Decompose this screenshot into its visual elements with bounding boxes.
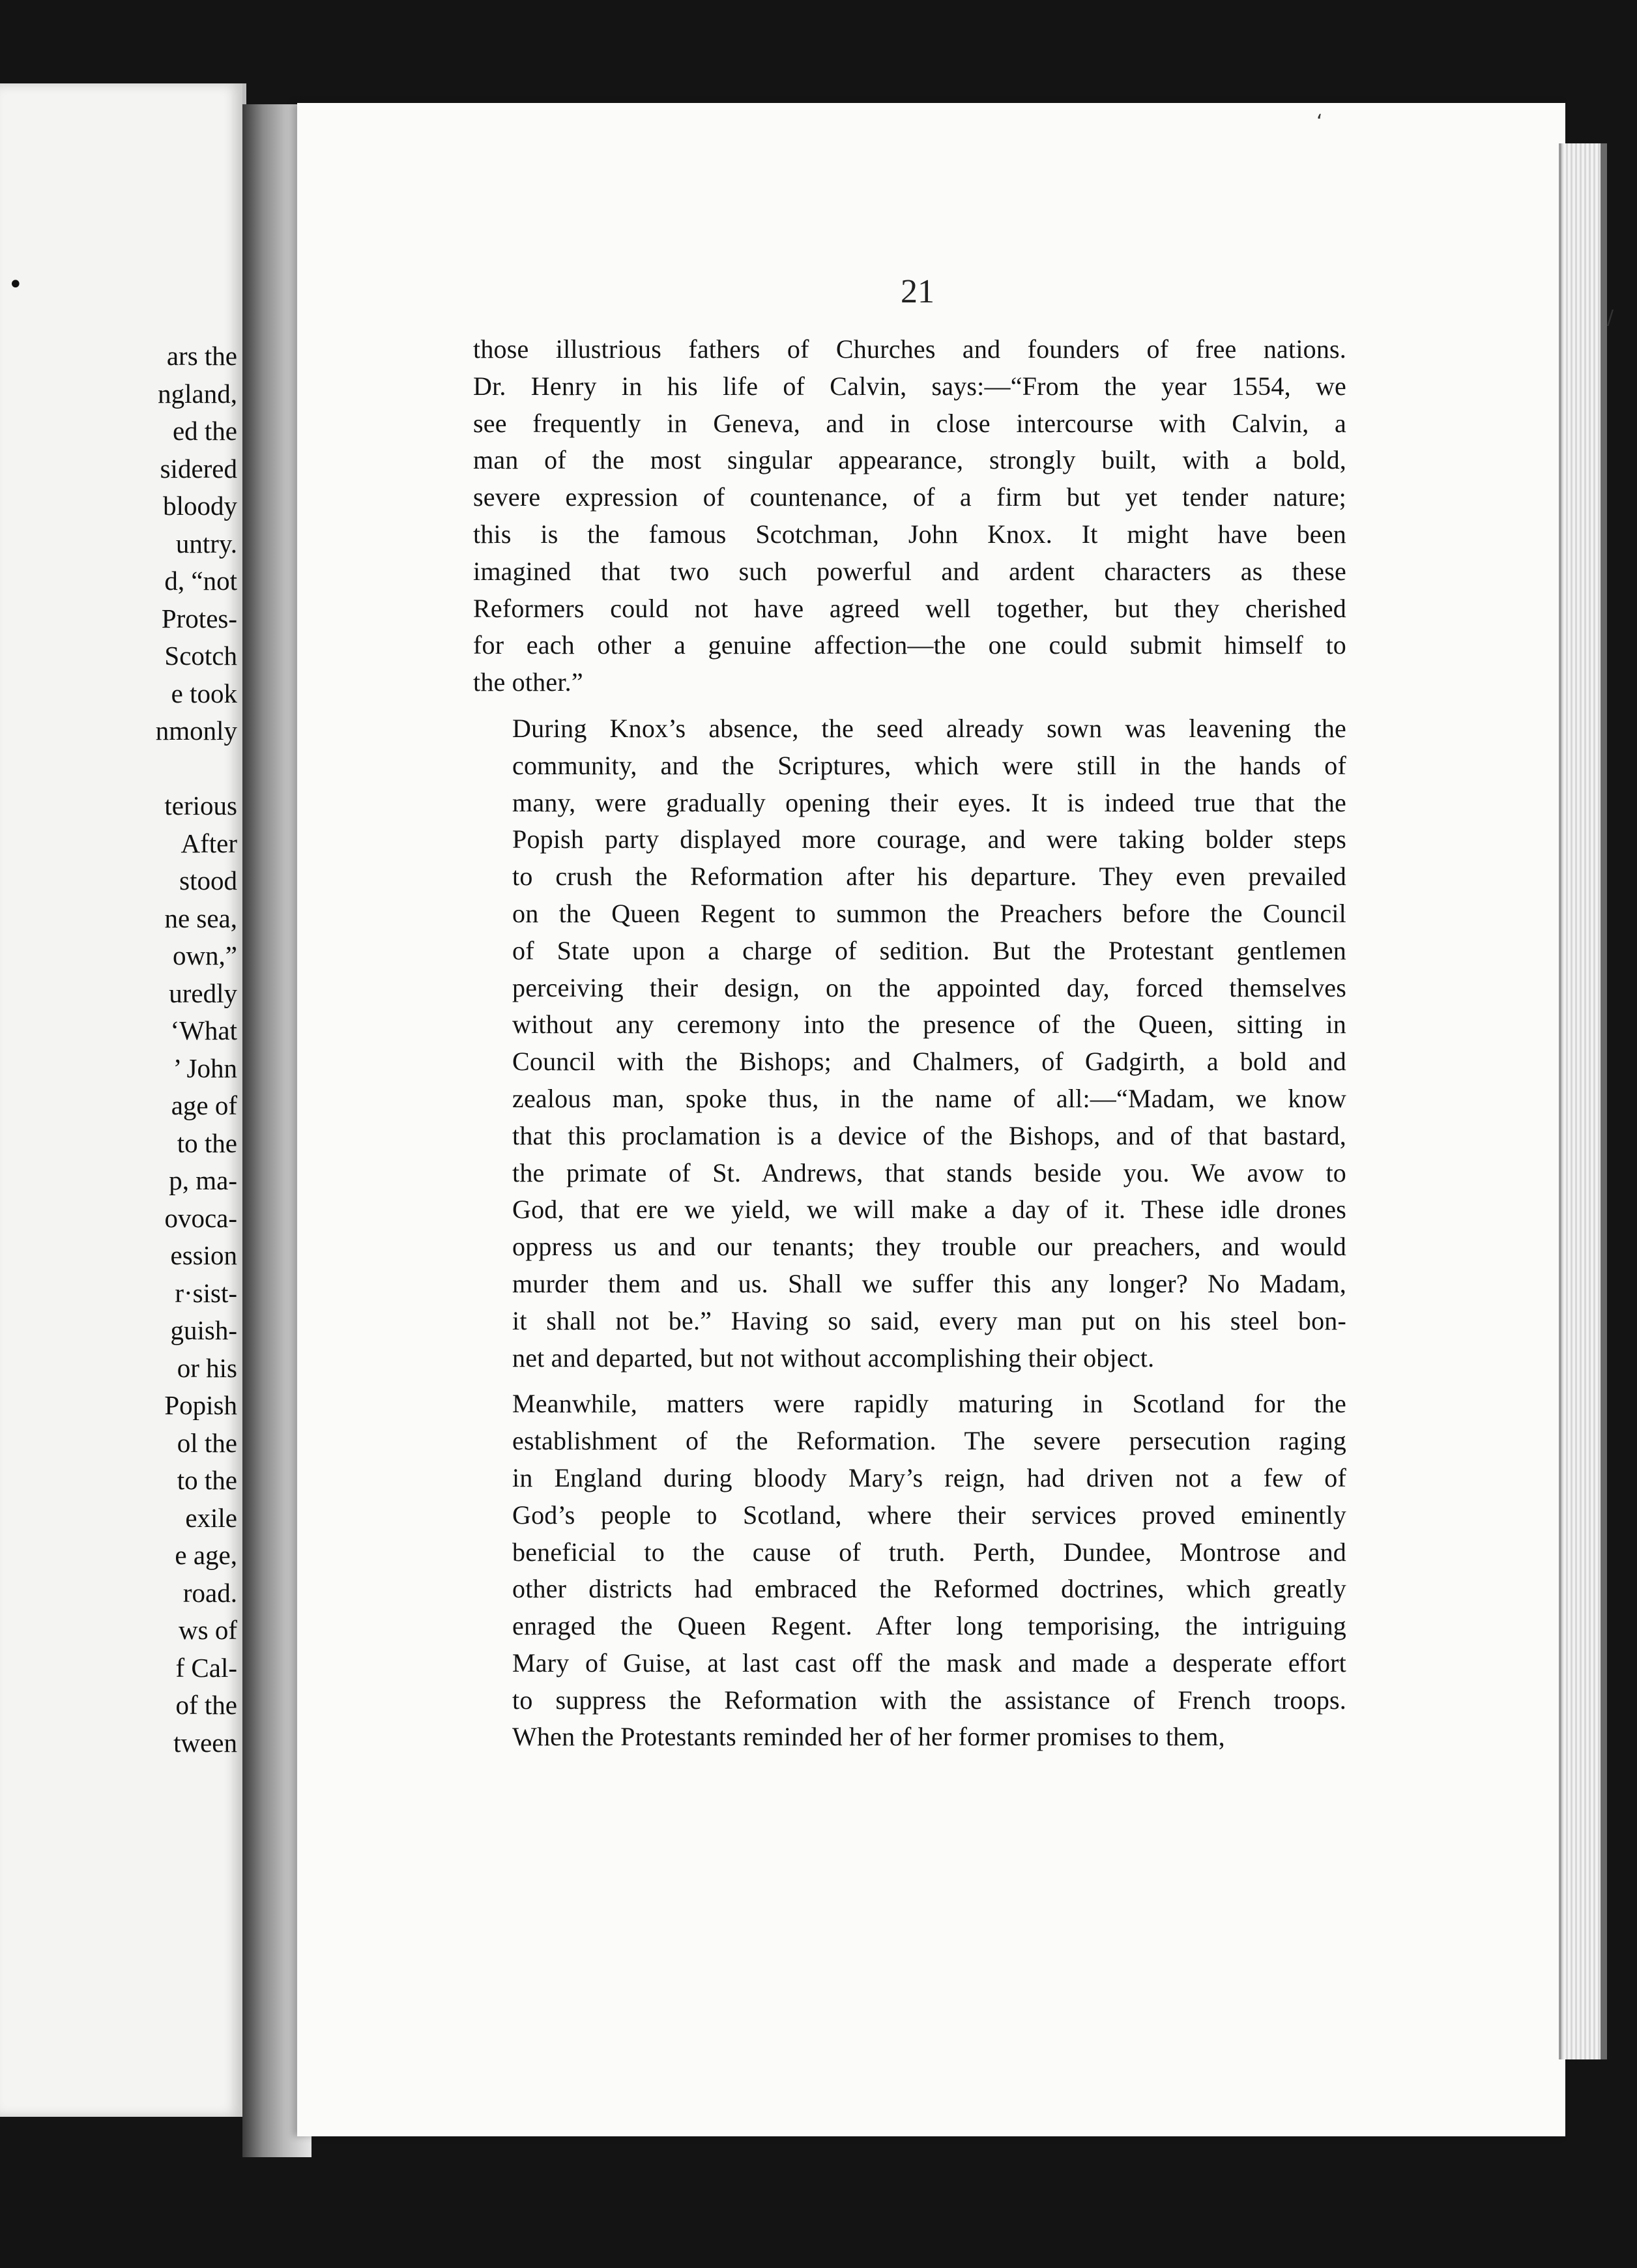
left-page-line: nmonly xyxy=(155,716,237,746)
left-page-line: age of xyxy=(171,1090,237,1120)
left-page-line: uredly xyxy=(169,978,237,1008)
body-line: beneficial to the cause of truth. Perth, Dundee, Montrose and xyxy=(512,1537,1346,1567)
body-line: God’s people to Scotland, where their services proved eminently xyxy=(512,1500,1346,1530)
left-page-line: Scotch xyxy=(164,641,237,671)
left-page-line: ars the xyxy=(166,341,237,371)
body-line: When the Protestants reminded her of her former promises to them, xyxy=(512,1722,1225,1752)
left-page-line: to the xyxy=(177,1465,237,1495)
stray-mark-top: ‘ xyxy=(1316,111,1323,134)
body-paragraph xyxy=(473,331,1346,701)
left-page-line: e took xyxy=(171,678,237,708)
body-line: it shall not be.” Having so said, every man put on his steel bon- xyxy=(512,1305,1346,1335)
left-page-line: ed the xyxy=(172,416,237,446)
left-page-line: Protes- xyxy=(161,603,237,633)
left-page-line: e age, xyxy=(175,1540,237,1570)
body-line: this is the famous Scotchman, John Knox. It might have been xyxy=(473,519,1346,549)
body-line: community, and the Scriptures, which were still in the hands of xyxy=(512,750,1346,780)
left-page-line: d, “not xyxy=(164,566,237,596)
body-line: Reformers could not have agreed well together, but they cherished xyxy=(473,593,1346,623)
left-page-line: ’ John xyxy=(173,1053,237,1083)
left-page-line: After xyxy=(181,828,237,858)
body-line: murder them and us. Shall we suffer this any longer? No Madam, xyxy=(512,1268,1346,1298)
body-line: man of the most singular appearance, strongly built, with a bold, xyxy=(473,445,1346,475)
body-line: net and departed, but not without accomplishing their object. xyxy=(512,1343,1155,1373)
left-facing-page xyxy=(0,83,246,2117)
body-line: that this proclamation is a device of the Bishops, and of that bastard, xyxy=(512,1120,1346,1150)
left-page-line: ol the xyxy=(177,1427,237,1458)
body-line: Meanwhile, matters were rapidly maturing in Scotland for the xyxy=(512,1389,1346,1419)
left-page-line: road. xyxy=(182,1577,237,1608)
body-line: zealous man, spoke thus, in the name of all:—“Madam, we know xyxy=(512,1083,1346,1113)
body-line: for each other a genuine affection—the one could submit himself to xyxy=(473,630,1346,660)
body-line: severe expression of countenance, of a firm but yet tender nature; xyxy=(473,482,1346,512)
left-page-line: f Cal- xyxy=(175,1652,237,1683)
body-line: enraged the Queen Regent. After long temporising, the intriguing xyxy=(512,1611,1346,1641)
page-edge-stack xyxy=(1559,143,1607,2059)
left-page-line: ne sea, xyxy=(164,903,237,933)
left-page-line: ‘What xyxy=(170,1015,237,1045)
body-line: in England during bloody Mary’s reign, had driven not a few of xyxy=(512,1462,1346,1492)
left-page-line: exile xyxy=(185,1502,237,1533)
body-line: the other.” xyxy=(473,667,583,697)
stray-mark-edge: / xyxy=(1607,306,1614,329)
left-page-line: ession xyxy=(170,1240,237,1270)
body-line: During Knox’s absence, the seed already sown was leavening the xyxy=(512,713,1346,743)
left-page-line: p, ma- xyxy=(169,1165,237,1195)
left-page-line: bloody xyxy=(163,491,237,521)
left-page-line: tween xyxy=(173,1727,237,1758)
body-line: perceiving their design, on the appointed day, forced themselves xyxy=(512,972,1346,1002)
left-page-line: of the xyxy=(175,1690,237,1720)
left-page-line: own,” xyxy=(172,940,237,970)
body-line: other districts had embraced the Reformed doctrines, which greatly xyxy=(512,1574,1346,1604)
left-page-line: stood xyxy=(179,865,237,895)
left-page-bullet: • xyxy=(8,270,23,300)
left-page-line: Popish xyxy=(164,1390,237,1420)
body-line: Popish party displayed more courage, and were taking bolder steps xyxy=(512,824,1346,854)
body-line: imagined that two such powerful and ardent characters as these xyxy=(473,556,1346,586)
left-page-line: r·sist- xyxy=(175,1277,237,1308)
body-line: many, were gradually opening their eyes. It is indeed true that the xyxy=(512,787,1346,817)
left-page-line: ovoca- xyxy=(164,1202,237,1233)
left-page-line: guish- xyxy=(170,1315,237,1345)
body-line: oppress us and our tenants; they trouble our preachers, and would xyxy=(512,1232,1346,1262)
body-line: Mary of Guise, at last cast off the mask and made a desperate effort xyxy=(512,1648,1346,1678)
left-page-line: ngland, xyxy=(158,378,237,409)
body-paragraph xyxy=(473,710,1346,1376)
body-line: to crush the Reformation after his departure. They even prevailed xyxy=(512,862,1346,892)
body-line: of State upon a charge of sedition. But the Protestant gentlemen xyxy=(512,935,1346,965)
left-page-line: sidered xyxy=(160,453,237,484)
body-line: on the Queen Regent to summon the Preachers before the Council xyxy=(512,898,1346,928)
left-page-line: ws of xyxy=(179,1615,237,1645)
left-page-line: or his xyxy=(177,1352,237,1383)
page-body-text xyxy=(473,331,1346,1765)
left-page-line: terious xyxy=(164,791,237,821)
body-line: to suppress the Reformation with the assistance of French troops. xyxy=(512,1685,1346,1715)
body-line: those illustrious fathers of Churches and founders of free nations. xyxy=(473,334,1346,364)
page-number: 21 xyxy=(901,273,934,310)
body-line: see frequently in Geneva, and in close intercourse with Calvin, a xyxy=(473,408,1346,438)
body-line: Dr. Henry in his life of Calvin, says:—“From the year 1554, we xyxy=(473,371,1346,401)
body-line: establishment of the Reformation. The severe persecution raging xyxy=(512,1426,1346,1456)
body-line: Council with the Bishops; and Chalmers, of Gadgirth, a bold and xyxy=(512,1047,1346,1077)
body-line: the primate of St. Andrews, that stands beside you. We avow to xyxy=(512,1157,1346,1187)
body-paragraph xyxy=(473,1386,1346,1756)
left-page-line: untry. xyxy=(175,528,237,559)
left-page-line: to the xyxy=(177,1127,237,1158)
body-line: God, that ere we yield, we will make a day of it. These idle drones xyxy=(512,1195,1346,1225)
body-line: without any ceremony into the presence of the Queen, sitting in xyxy=(512,1010,1346,1040)
